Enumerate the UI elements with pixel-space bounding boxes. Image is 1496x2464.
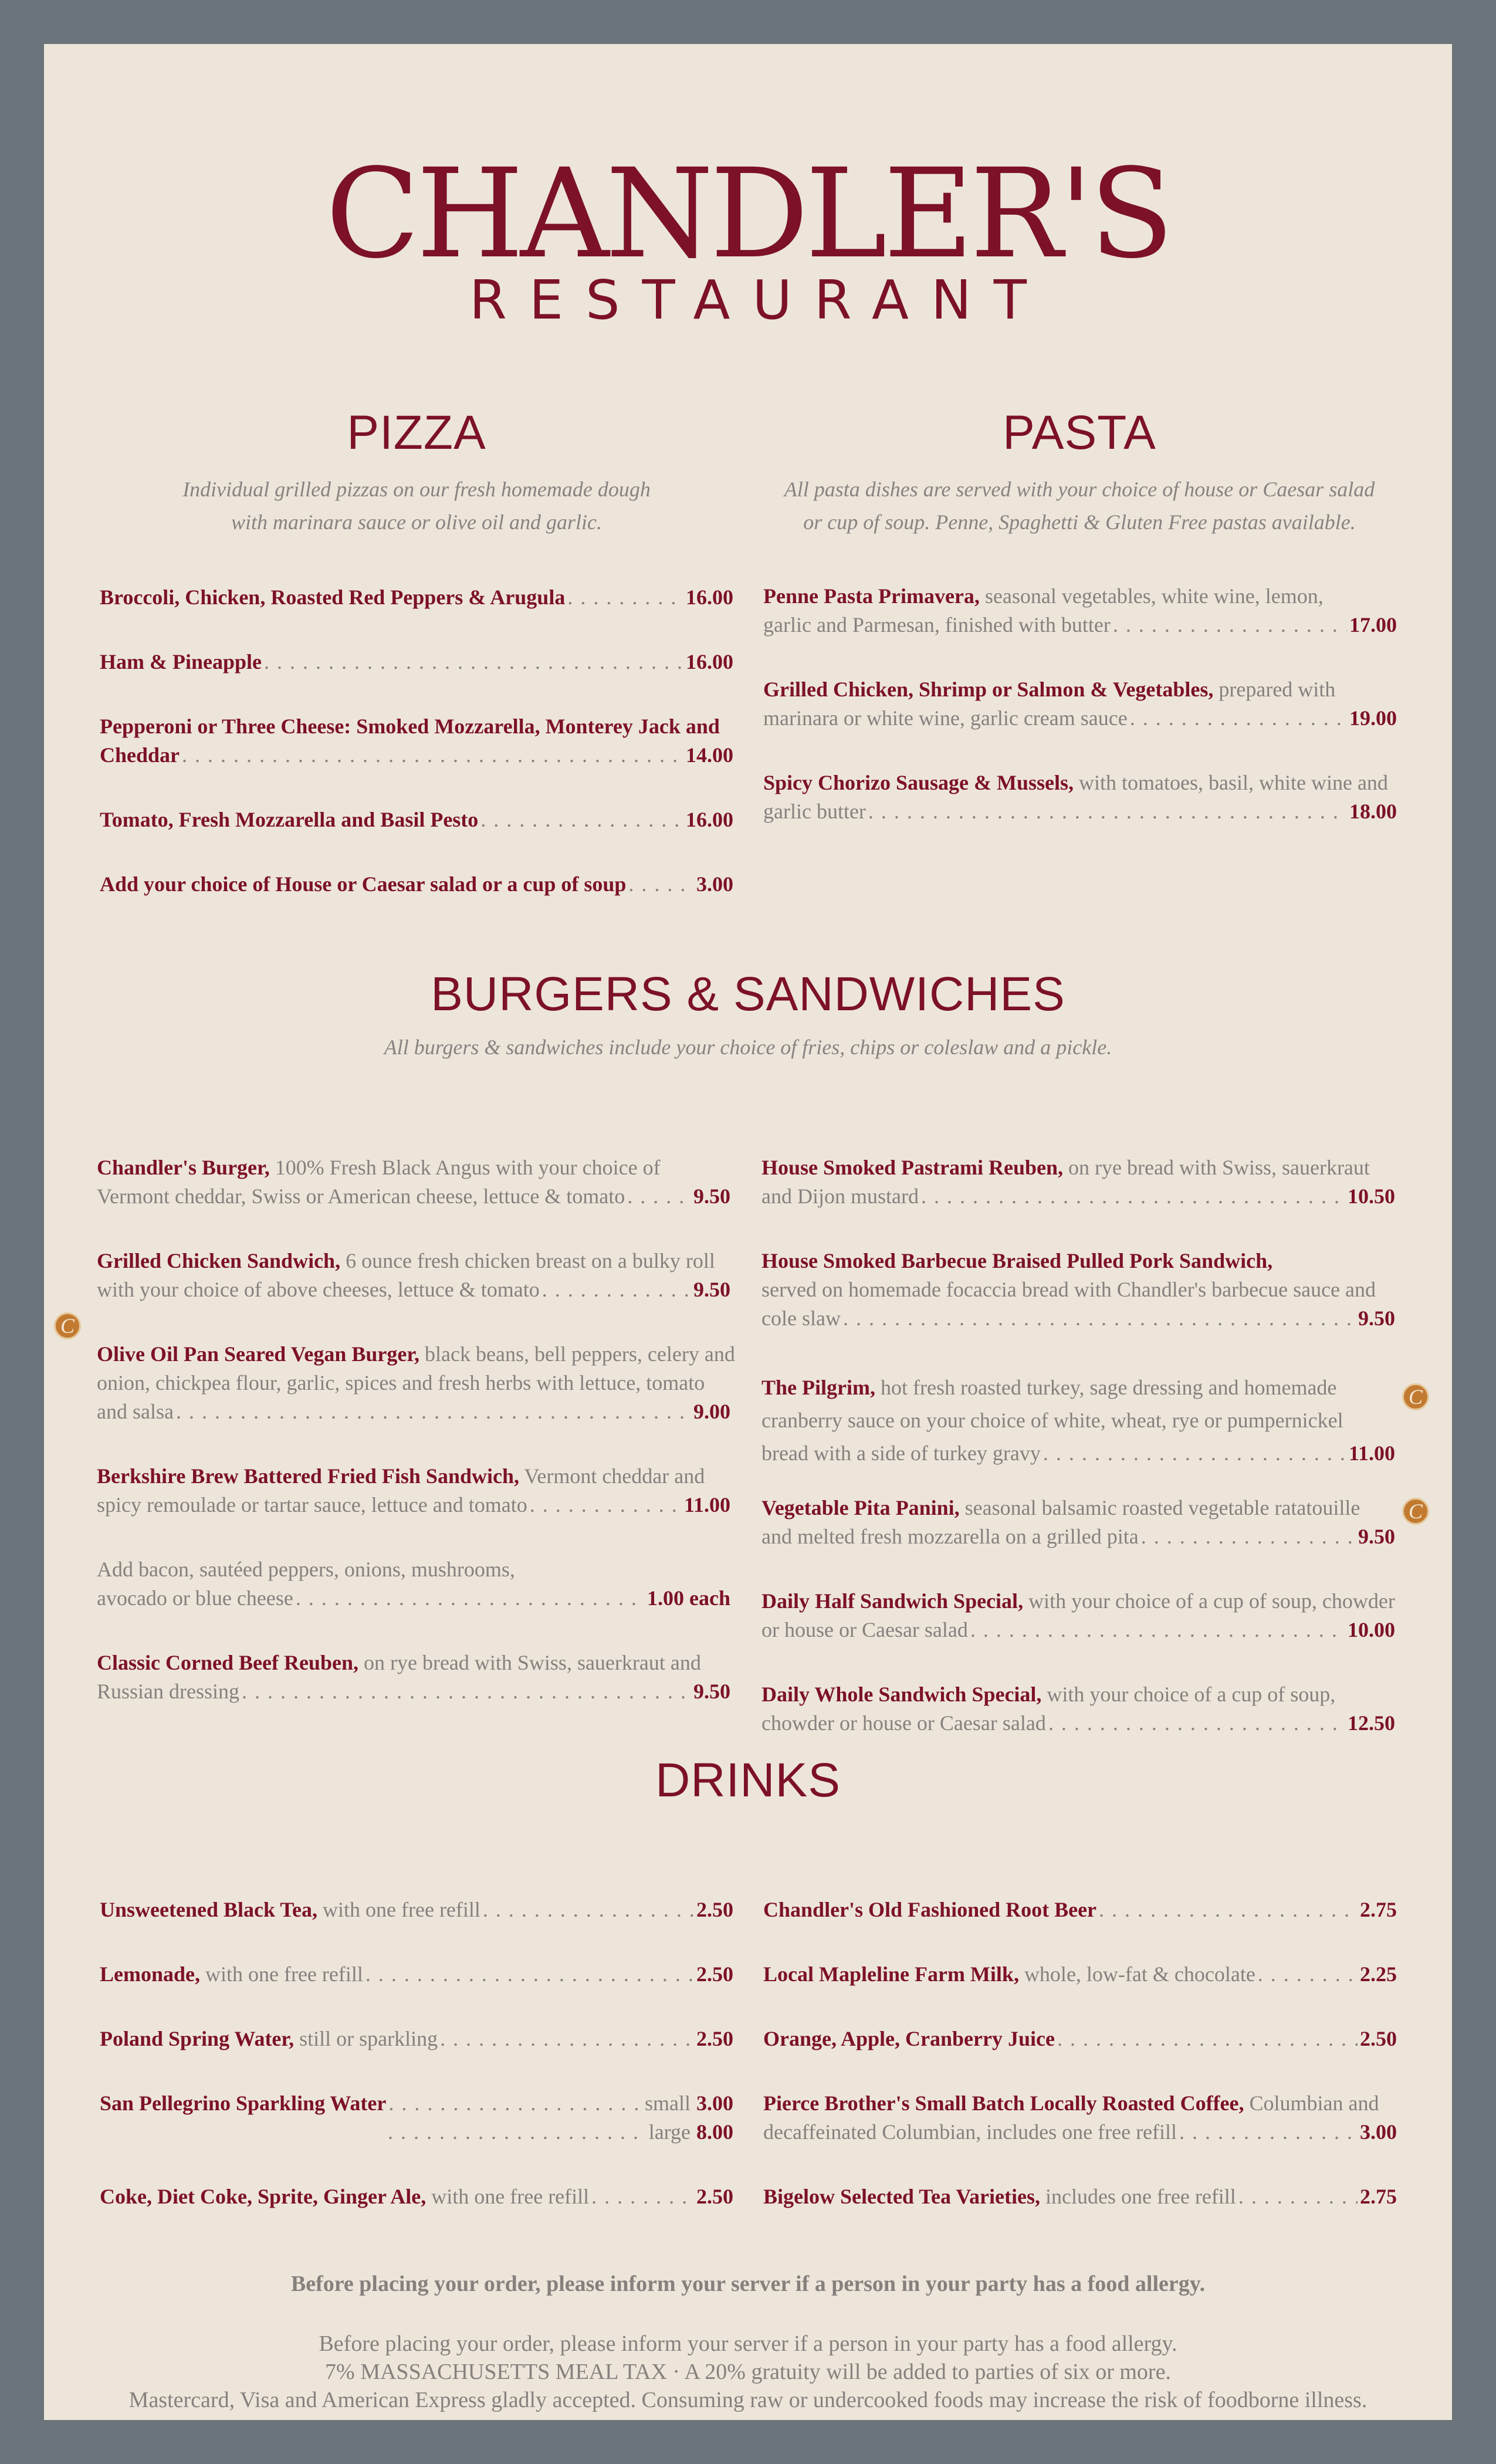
logo-name: CHANDLER'S: [325, 142, 1171, 286]
menu-item: [100, 583, 733, 612]
item-name: House Smoked Pastrami Reuben,: [761, 1156, 1064, 1179]
item-name: Add your choice of House or Caesar salad or a cup of soup: [100, 872, 627, 896]
item-price: 16.00: [686, 585, 733, 609]
drinks-section: [44, 1752, 1452, 1809]
dot-leader: [264, 648, 683, 676]
item-description: with one free refill: [426, 2185, 590, 2208]
item-price: 3.00: [696, 2091, 733, 2115]
item-price: 2.25: [1360, 1962, 1397, 1986]
menu-sheet: [44, 44, 1452, 2420]
item-name: Tomato, Fresh Mozzarella and Basil Pesto: [100, 808, 479, 831]
item-price: 9.50: [1358, 1525, 1395, 1548]
dot-leader: [530, 1491, 682, 1519]
item-description: 6 ounce fresh chicken breast on a bulky roll: [340, 1249, 715, 1272]
dot-leader: [388, 2089, 642, 2118]
item-price: 2.50: [696, 2027, 733, 2050]
footer-line: Before placing your order, please inform your server if a person in your party has a food allergy.: [319, 2331, 1177, 2356]
item-description: prepared with: [1213, 678, 1336, 701]
pasta-desc-line: All pasta dishes are served with your choice of house or Caesar salad: [784, 478, 1375, 501]
item-description: Vermont cheddar and: [519, 1464, 705, 1488]
item-description: served on homemade focaccia bread with Chandler's barbecue sauce and: [761, 1278, 1376, 1301]
item-name: The Pilgrim,: [761, 1376, 875, 1399]
dot-leader: [921, 1182, 1345, 1211]
item-price: 9.50: [693, 1680, 730, 1703]
footer-line: 7% MASSACHUSETTS MEAL TAX · A 20% gratuity will be added to parties of six or more.: [325, 2360, 1171, 2384]
burgers-title: BURGERS & SANDWICHES: [431, 967, 1065, 1021]
item-description: seasonal balsamic roasted vegetable ratatouille: [959, 1496, 1360, 1519]
dot-leader: [1179, 2118, 1358, 2147]
dot-leader: [483, 1896, 694, 1924]
item-name: Broccoli, Chicken, Roasted Red Peppers & Arugula: [100, 585, 566, 609]
menu-item: [761, 1371, 1395, 1470]
menu-item: [761, 1153, 1395, 1211]
logo: [44, 142, 1452, 331]
item-price: 16.00: [686, 808, 733, 831]
menu-item: [100, 805, 733, 834]
item-name: Chandler's Old Fashioned Root Beer: [763, 1898, 1097, 1921]
footer-line: Mastercard, Visa and American Express gladly accepted. Consuming raw or undercooked foods may increase the risk of foodborne illness.: [128, 2388, 1368, 2412]
item-name: Poland Spring Water,: [100, 2027, 295, 2050]
pizza-desc-line: Individual grilled pizzas on our fresh homemade dough: [182, 478, 651, 501]
item-description: on rye bread with Swiss, sauerkraut and: [358, 1651, 701, 1674]
pizza-section: [100, 405, 733, 539]
allergy-notice: Before placing your order, please inform your server if a person in your party has a food allergy.: [290, 2272, 1206, 2296]
item-description: seasonal vegetables, white wine, lemon,: [979, 584, 1324, 608]
item-name: Daily Whole Sandwich Special,: [761, 1683, 1042, 1706]
menu-item: [761, 1680, 1395, 1738]
menu-item: [100, 1896, 733, 1924]
item-price: 11.00: [1348, 1441, 1395, 1465]
menu-item: [763, 675, 1397, 733]
menu-item: [97, 1555, 730, 1613]
menu-item: [761, 1494, 1395, 1551]
dot-leader: [1258, 1960, 1358, 1989]
item-description: and melted fresh mozzarella on a grilled pita: [761, 1525, 1139, 1548]
menu-item: [763, 2025, 1397, 2053]
item-price: 2.50: [696, 2185, 733, 2208]
item-description: avocado or blue cheese: [97, 1586, 293, 1610]
pasta-title: PASTA: [1003, 406, 1156, 459]
menu-item: [100, 648, 733, 676]
pizza-desc-line: with marinara sauce or olive oil and garlic.: [231, 510, 602, 534]
dot-leader: [591, 2182, 694, 2211]
dot-leader: [1043, 1437, 1346, 1470]
dot-leader: [365, 1960, 694, 1989]
item-description: hot fresh roasted turkey, sage dressing and homemade: [875, 1376, 1337, 1399]
item-name: Spicy Chorizo Sausage & Mussels,: [763, 771, 1074, 794]
item-price: 2.50: [696, 1962, 733, 1986]
item-description: with tomatoes, basil, white wine and: [1074, 771, 1388, 794]
item-description: or house or Caesar salad: [761, 1618, 968, 1641]
item-size: large: [648, 2120, 691, 2144]
dot-leader: [868, 797, 1347, 826]
dot-leader: [440, 2025, 694, 2053]
menu-item: [761, 1587, 1395, 1644]
item-description: Russian dressing: [97, 1680, 239, 1703]
house-specialty-badge-icon: C: [54, 1312, 81, 1339]
menu-item: [763, 1896, 1397, 1924]
burgers-section: [44, 966, 1452, 1064]
item-price: 9.50: [693, 1184, 730, 1208]
item-description: with your choice of a cup of soup,: [1041, 1683, 1336, 1706]
item-description: marinara or white wine, garlic cream sauce: [763, 706, 1128, 730]
dot-leader: [1048, 1709, 1345, 1738]
item-description: black beans, bell peppers, celery and: [419, 1342, 735, 1366]
item-size: small: [645, 2091, 691, 2115]
item-description: onion, chickpea flour, garlic, spices and fresh herbs with lettuce, tomato: [97, 1371, 705, 1395]
menu-item: [97, 1649, 730, 1706]
item-description: garlic and Parmesan, finished with butter: [763, 613, 1111, 637]
item-price: 10.00: [1348, 1618, 1395, 1641]
item-price: 14.00: [686, 743, 733, 767]
dot-leader: [843, 1304, 1356, 1333]
item-price: 3.00: [696, 872, 733, 896]
dot-leader: [1113, 611, 1347, 639]
item-name: Olive Oil Pan Seared Vegan Burger,: [97, 1342, 420, 1366]
menu-item: [763, 769, 1397, 826]
item-price: 3.00: [1360, 2120, 1397, 2144]
menu-item: [763, 1960, 1397, 1989]
item-description: with one free refill: [317, 1898, 480, 1921]
item-name: Orange, Apple, Cranberry Juice: [763, 2027, 1055, 2050]
item-description: 100% Fresh Black Angus with your choice of: [269, 1156, 661, 1179]
item-description: whole, low-fat & chocolate: [1018, 1962, 1255, 1986]
item-description: includes one free refill: [1040, 2185, 1236, 2208]
item-price: 2.75: [1360, 2185, 1397, 2208]
item-description: and salsa: [97, 1400, 174, 1423]
pasta-description: [763, 473, 1396, 539]
menu-item: [763, 582, 1397, 639]
item-name: Ham & Pineapple: [100, 650, 262, 673]
item-description: bread with a side of turkey gravy: [761, 1441, 1041, 1465]
house-specialty-badge-icon: C: [1402, 1498, 1429, 1525]
item-price: 9.50: [693, 1278, 730, 1301]
item-price: 1.00 each: [647, 1586, 730, 1610]
pasta-section: [763, 405, 1396, 539]
item-name: Pierce Brother's Small Batch Locally Roasted Coffee,: [763, 2091, 1244, 2115]
item-name: Local Mapleline Farm Milk,: [763, 1962, 1019, 1986]
item-price: 9.00: [693, 1400, 730, 1423]
house-specialty-badge-icon: C: [1402, 1383, 1429, 1410]
item-price: 8.00: [696, 2120, 733, 2144]
item-name: Bigelow Selected Tea Varieties,: [763, 2185, 1040, 2208]
menu-item: [97, 1247, 730, 1304]
item-description: spicy remoulade or tartar sauce, lettuce and tomato: [97, 1493, 527, 1517]
item-price: 11.00: [683, 1493, 730, 1517]
item-name: Chandler's Burger,: [97, 1156, 270, 1179]
item-name: Classic Corned Beef Reuben,: [97, 1651, 358, 1674]
pizza-description: [100, 473, 733, 539]
dot-leader: [628, 870, 694, 899]
menu-item: [97, 1340, 735, 1426]
item-price: 2.50: [696, 1898, 733, 1921]
item-name: Coke, Diet Coke, Sprite, Ginger Ale,: [100, 2185, 427, 2208]
burgers-description: All burgers & sandwiches include your choice of fries, chips or coleslaw and a pickle.: [384, 1035, 1112, 1059]
dot-leader: [1130, 704, 1347, 733]
menu-item: [761, 1247, 1395, 1333]
dot-leader: [176, 1397, 691, 1426]
item-description: cole slaw: [761, 1307, 841, 1330]
menu-item: [763, 2089, 1397, 2147]
dot-leader: [542, 1275, 691, 1304]
drinks-title: DRINKS: [655, 1754, 841, 1807]
dot-leader: [1099, 1896, 1358, 1924]
dot-leader: [388, 2118, 647, 2147]
item-description: on rye bread with Swiss, sauerkraut: [1063, 1156, 1370, 1179]
dot-leader: [182, 741, 683, 770]
item-description: Add bacon, sautéed peppers, onions, mushrooms,: [97, 1558, 515, 1581]
menu-item: [97, 1153, 730, 1211]
item-description: with your choice of a cup of soup, chowder: [1023, 1589, 1395, 1613]
menu-item: [100, 2025, 733, 2053]
menu-item: [763, 2182, 1397, 2211]
logo-subtitle: RESTAURANT: [469, 269, 1049, 331]
item-price: 2.50: [1360, 2027, 1397, 2050]
item-description: Columbian and: [1244, 2091, 1379, 2115]
dot-leader: [1238, 2182, 1358, 2211]
dot-leader: [296, 1584, 645, 1613]
item-name: Unsweetened Black Tea,: [100, 1898, 318, 1921]
item-price: 12.50: [1348, 1711, 1395, 1735]
item-description: Vermont cheddar, Swiss or American cheese, lettuce & tomato: [97, 1184, 625, 1208]
item-price: 9.50: [1358, 1307, 1395, 1330]
item-name: Daily Half Sandwich Special,: [761, 1589, 1024, 1613]
menu-item: [100, 1960, 733, 1989]
item-description: garlic butter: [763, 800, 866, 823]
item-description: with one free refill: [200, 1962, 363, 1986]
item-description: still or sparkling: [294, 2027, 438, 2050]
dot-leader: [480, 805, 683, 834]
menu-item: [100, 712, 733, 770]
pasta-desc-line: or cup of soup. Penne, Spaghetti & Gluten Free pastas available.: [803, 510, 1356, 534]
dot-leader: [242, 1677, 691, 1706]
item-name: Cheddar: [100, 743, 180, 767]
item-description: cranberry sauce on your choice of white, wheat, rye or pumpernickel: [761, 1409, 1343, 1432]
item-name: House Smoked Barbecue Braised Pulled Pork Sandwich,: [761, 1249, 1273, 1272]
item-price: 2.75: [1360, 1898, 1397, 1921]
item-description: chowder or house or Caesar salad: [761, 1711, 1046, 1735]
item-name: San Pellegrino Sparkling Water: [100, 2091, 387, 2115]
item-price: 16.00: [686, 650, 733, 673]
dot-leader: [567, 583, 683, 612]
dot-leader: [1141, 1522, 1356, 1551]
dot-leader: [970, 1616, 1345, 1644]
item-price: 10.50: [1348, 1184, 1395, 1208]
item-name: Vegetable Pita Panini,: [761, 1496, 960, 1519]
item-price: 17.00: [1349, 613, 1397, 637]
item-name: Grilled Chicken, Shrimp or Salmon & Vegetables,: [763, 678, 1214, 701]
item-name: Grilled Chicken Sandwich,: [97, 1249, 341, 1272]
item-name: Penne Pasta Primavera,: [763, 584, 980, 608]
item-price: 19.00: [1349, 706, 1397, 730]
menu-item: [97, 1462, 730, 1519]
item-name: Lemonade,: [100, 1962, 200, 1986]
item-price: 18.00: [1349, 800, 1397, 823]
menu-item: [100, 2089, 733, 2147]
dot-leader: [1057, 2025, 1358, 2053]
item-name: Pepperoni or Three Cheese: Smoked Mozzarella, Monterey Jack and: [100, 715, 720, 738]
item-description: with your choice of above cheeses, lettuce & tomato: [97, 1278, 540, 1301]
dot-leader: [627, 1182, 691, 1211]
item-description: decaffeinated Columbian, includes one free refill: [763, 2120, 1177, 2144]
item-name: Berkshire Brew Battered Fried Fish Sandwich,: [97, 1464, 519, 1488]
pizza-title: PIZZA: [347, 406, 486, 459]
menu-item: [100, 2182, 733, 2211]
menu-item: [100, 870, 733, 899]
item-description: and Dijon mustard: [761, 1184, 919, 1208]
